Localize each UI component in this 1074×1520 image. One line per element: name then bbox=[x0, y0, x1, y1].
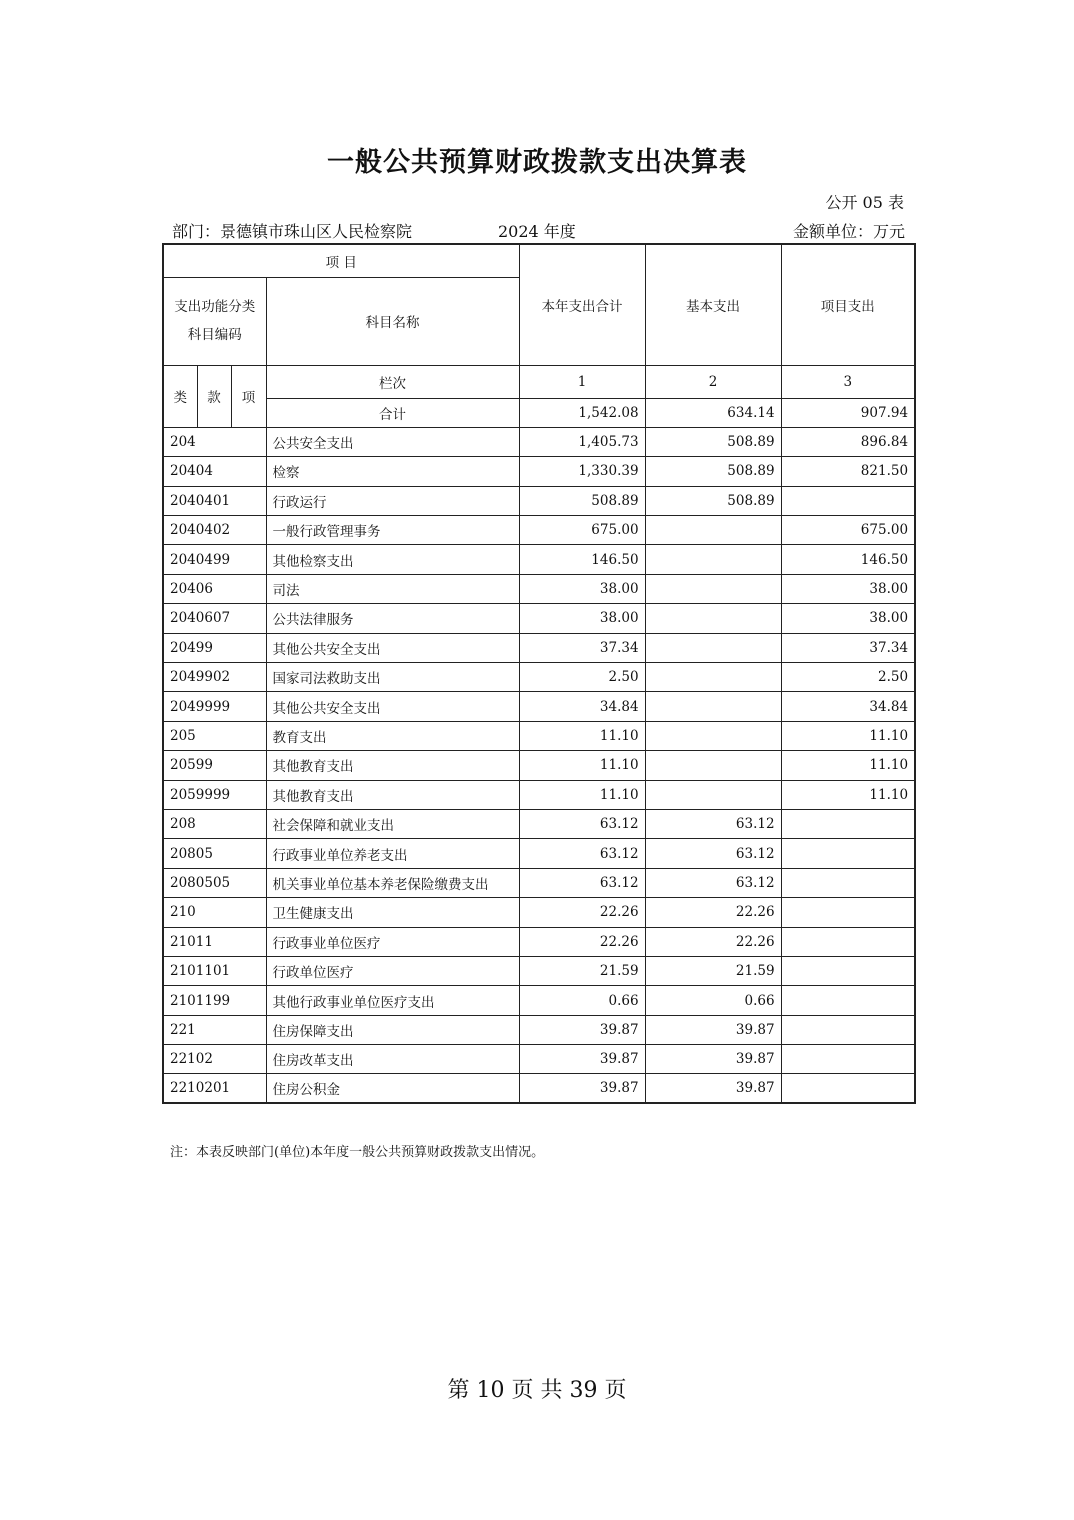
row-code: 2080505 bbox=[163, 868, 266, 897]
header-col3: 3 bbox=[781, 365, 915, 398]
row-basic bbox=[645, 692, 781, 721]
row-code: 208 bbox=[163, 809, 266, 838]
row-code: 2040499 bbox=[163, 545, 266, 574]
row-basic: 39.87 bbox=[645, 1045, 781, 1074]
row-name: 住房保障支出 bbox=[266, 1015, 519, 1044]
table-row bbox=[163, 486, 915, 515]
row-basic: 508.89 bbox=[645, 486, 781, 515]
row-total: 0.66 bbox=[519, 986, 645, 1015]
row-total: 63.12 bbox=[519, 839, 645, 868]
row-code: 20406 bbox=[163, 574, 266, 603]
header-item: 项 目 bbox=[163, 244, 519, 277]
row-total: 1,405.73 bbox=[519, 427, 645, 456]
table-row bbox=[163, 721, 915, 750]
row-basic bbox=[645, 545, 781, 574]
row-basic: 63.12 bbox=[645, 809, 781, 838]
header-total: 本年支出合计 bbox=[519, 244, 645, 365]
row-basic bbox=[645, 780, 781, 809]
table-row bbox=[163, 545, 915, 574]
row-name: 其他公共安全支出 bbox=[266, 692, 519, 721]
row-code: 2040401 bbox=[163, 486, 266, 515]
row-project bbox=[781, 898, 915, 927]
department: 部门：景德镇市珠山区人民检察院 bbox=[172, 222, 413, 241]
row-name: 其他检察支出 bbox=[266, 545, 519, 574]
row-code: 2040402 bbox=[163, 516, 266, 545]
row-project bbox=[781, 986, 915, 1015]
header-lei: 类 bbox=[163, 365, 197, 427]
table-row bbox=[163, 633, 915, 662]
fiscal-year: 2024 年度 bbox=[498, 222, 576, 241]
row-project: 146.50 bbox=[781, 545, 915, 574]
sum-label: 合计 bbox=[266, 398, 519, 427]
sum-total: 1,542.08 bbox=[519, 398, 645, 427]
row-code: 20404 bbox=[163, 457, 266, 486]
row-code: 2059999 bbox=[163, 780, 266, 809]
row-basic: 63.12 bbox=[645, 839, 781, 868]
table-row bbox=[163, 692, 915, 721]
row-project bbox=[781, 1074, 915, 1103]
row-project: 675.00 bbox=[781, 516, 915, 545]
row-project bbox=[781, 1015, 915, 1044]
table-row bbox=[163, 839, 915, 868]
row-total: 1,330.39 bbox=[519, 457, 645, 486]
row-project: 11.10 bbox=[781, 751, 915, 780]
total-row bbox=[163, 398, 915, 427]
row-code: 2049902 bbox=[163, 663, 266, 692]
row-total: 38.00 bbox=[519, 574, 645, 603]
row-basic bbox=[645, 516, 781, 545]
row-code: 20805 bbox=[163, 839, 266, 868]
row-basic: 63.12 bbox=[645, 868, 781, 897]
row-name: 卫生健康支出 bbox=[266, 898, 519, 927]
sum-basic: 634.14 bbox=[645, 398, 781, 427]
row-name: 公共安全支出 bbox=[266, 427, 519, 456]
row-name: 司法 bbox=[266, 574, 519, 603]
row-project: 896.84 bbox=[781, 427, 915, 456]
row-project: 37.34 bbox=[781, 633, 915, 662]
row-name: 住房改革支出 bbox=[266, 1045, 519, 1074]
row-basic bbox=[645, 663, 781, 692]
page-footer: 第 10 页 共 39 页 bbox=[447, 1378, 627, 1403]
row-total: 11.10 bbox=[519, 721, 645, 750]
header-project: 项目支出 bbox=[781, 244, 915, 365]
amount-unit: 金额单位：万元 bbox=[792, 222, 905, 241]
row-name: 住房公积金 bbox=[266, 1074, 519, 1103]
row-total: 675.00 bbox=[519, 516, 645, 545]
header-lanci: 栏次 bbox=[266, 365, 519, 398]
table-row bbox=[163, 516, 915, 545]
header-col2: 2 bbox=[645, 365, 781, 398]
row-project bbox=[781, 927, 915, 956]
table-row bbox=[163, 956, 915, 985]
row-project: 38.00 bbox=[781, 604, 915, 633]
header-row-1 bbox=[163, 244, 915, 277]
row-basic: 508.89 bbox=[645, 427, 781, 456]
row-code: 2101199 bbox=[163, 986, 266, 1015]
header-kuan: 款 bbox=[197, 365, 231, 427]
row-project: 821.50 bbox=[781, 457, 915, 486]
row-code: 20499 bbox=[163, 633, 266, 662]
meta-line bbox=[172, 219, 905, 241]
row-total: 39.87 bbox=[519, 1045, 645, 1074]
row-basic: 21.59 bbox=[645, 956, 781, 985]
header-col1: 1 bbox=[519, 365, 645, 398]
row-total: 37.34 bbox=[519, 633, 645, 662]
table-row bbox=[163, 927, 915, 956]
row-basic: 22.26 bbox=[645, 898, 781, 927]
row-total: 21.59 bbox=[519, 956, 645, 985]
row-name: 一般行政管理事务 bbox=[266, 516, 519, 545]
row-total: 38.00 bbox=[519, 604, 645, 633]
row-code: 2049999 bbox=[163, 692, 266, 721]
row-project bbox=[781, 486, 915, 515]
row-basic bbox=[645, 574, 781, 603]
row-code: 21011 bbox=[163, 927, 266, 956]
table-row bbox=[163, 1045, 915, 1074]
row-code: 204 bbox=[163, 427, 266, 456]
row-total: 63.12 bbox=[519, 809, 645, 838]
row-total: 146.50 bbox=[519, 545, 645, 574]
row-name: 公共法律服务 bbox=[266, 604, 519, 633]
header-basic: 基本支出 bbox=[645, 244, 781, 365]
row-project bbox=[781, 868, 915, 897]
row-total: 22.26 bbox=[519, 927, 645, 956]
row-code: 22102 bbox=[163, 1045, 266, 1074]
table-row bbox=[163, 868, 915, 897]
row-project bbox=[781, 1045, 915, 1074]
page-title: 一般公共预算财政拨款支出决算表 bbox=[327, 147, 747, 178]
row-basic: 22.26 bbox=[645, 927, 781, 956]
row-total: 2.50 bbox=[519, 663, 645, 692]
row-basic bbox=[645, 721, 781, 750]
row-name: 其他行政事业单位医疗支出 bbox=[266, 986, 519, 1015]
row-total: 34.84 bbox=[519, 692, 645, 721]
expenditure-table bbox=[162, 243, 916, 1104]
row-total: 39.87 bbox=[519, 1074, 645, 1103]
row-name: 其他教育支出 bbox=[266, 751, 519, 780]
row-code: 20599 bbox=[163, 751, 266, 780]
table-note: 注：本表反映部门(单位)本年度一般公共预算财政拨款支出情况。 bbox=[170, 1145, 545, 1160]
header-row-3 bbox=[163, 365, 915, 398]
row-total: 22.26 bbox=[519, 898, 645, 927]
row-code: 210 bbox=[163, 898, 266, 927]
table-row bbox=[163, 1074, 915, 1103]
row-project: 34.84 bbox=[781, 692, 915, 721]
row-basic bbox=[645, 633, 781, 662]
row-project bbox=[781, 839, 915, 868]
table-row bbox=[163, 986, 915, 1015]
row-project: 2.50 bbox=[781, 663, 915, 692]
row-code: 221 bbox=[163, 1015, 266, 1044]
table-row bbox=[163, 1015, 915, 1044]
row-code: 2101101 bbox=[163, 956, 266, 985]
header-subject-name: 科目名称 bbox=[266, 277, 519, 365]
row-total: 11.10 bbox=[519, 780, 645, 809]
header-func-code: 支出功能分类科目编码 bbox=[163, 277, 266, 365]
row-total: 508.89 bbox=[519, 486, 645, 515]
row-project bbox=[781, 956, 915, 985]
row-basic: 508.89 bbox=[645, 457, 781, 486]
row-name: 其他教育支出 bbox=[266, 780, 519, 809]
table-row bbox=[163, 751, 915, 780]
row-project bbox=[781, 809, 915, 838]
row-total: 11.10 bbox=[519, 751, 645, 780]
sum-project: 907.94 bbox=[781, 398, 915, 427]
row-code: 2210201 bbox=[163, 1074, 266, 1103]
row-total: 63.12 bbox=[519, 868, 645, 897]
row-name: 社会保障和就业支出 bbox=[266, 809, 519, 838]
row-basic: 39.87 bbox=[645, 1074, 781, 1103]
table-row bbox=[163, 574, 915, 603]
table-row bbox=[163, 663, 915, 692]
row-basic bbox=[645, 604, 781, 633]
table-row bbox=[163, 780, 915, 809]
row-name: 行政事业单位养老支出 bbox=[266, 839, 519, 868]
row-code: 205 bbox=[163, 721, 266, 750]
row-project: 11.10 bbox=[781, 780, 915, 809]
table-row bbox=[163, 604, 915, 633]
row-name: 检察 bbox=[266, 457, 519, 486]
row-basic bbox=[645, 751, 781, 780]
row-name: 教育支出 bbox=[266, 721, 519, 750]
header-xiang: 项 bbox=[231, 365, 266, 427]
table-row bbox=[163, 457, 915, 486]
row-total: 39.87 bbox=[519, 1015, 645, 1044]
row-name: 行政单位医疗 bbox=[266, 956, 519, 985]
row-project: 38.00 bbox=[781, 574, 915, 603]
row-name: 行政运行 bbox=[266, 486, 519, 515]
table-row bbox=[163, 809, 915, 838]
table-row bbox=[163, 898, 915, 927]
row-project: 11.10 bbox=[781, 721, 915, 750]
row-name: 行政事业单位医疗 bbox=[266, 927, 519, 956]
row-name: 机关事业单位基本养老保险缴费支出 bbox=[266, 868, 519, 897]
table-code: 公开 05 表 bbox=[825, 193, 904, 212]
row-name: 其他公共安全支出 bbox=[266, 633, 519, 662]
row-code: 2040607 bbox=[163, 604, 266, 633]
row-name: 国家司法救助支出 bbox=[266, 663, 519, 692]
row-basic: 0.66 bbox=[645, 986, 781, 1015]
row-basic: 39.87 bbox=[645, 1015, 781, 1044]
table-row bbox=[163, 427, 915, 456]
